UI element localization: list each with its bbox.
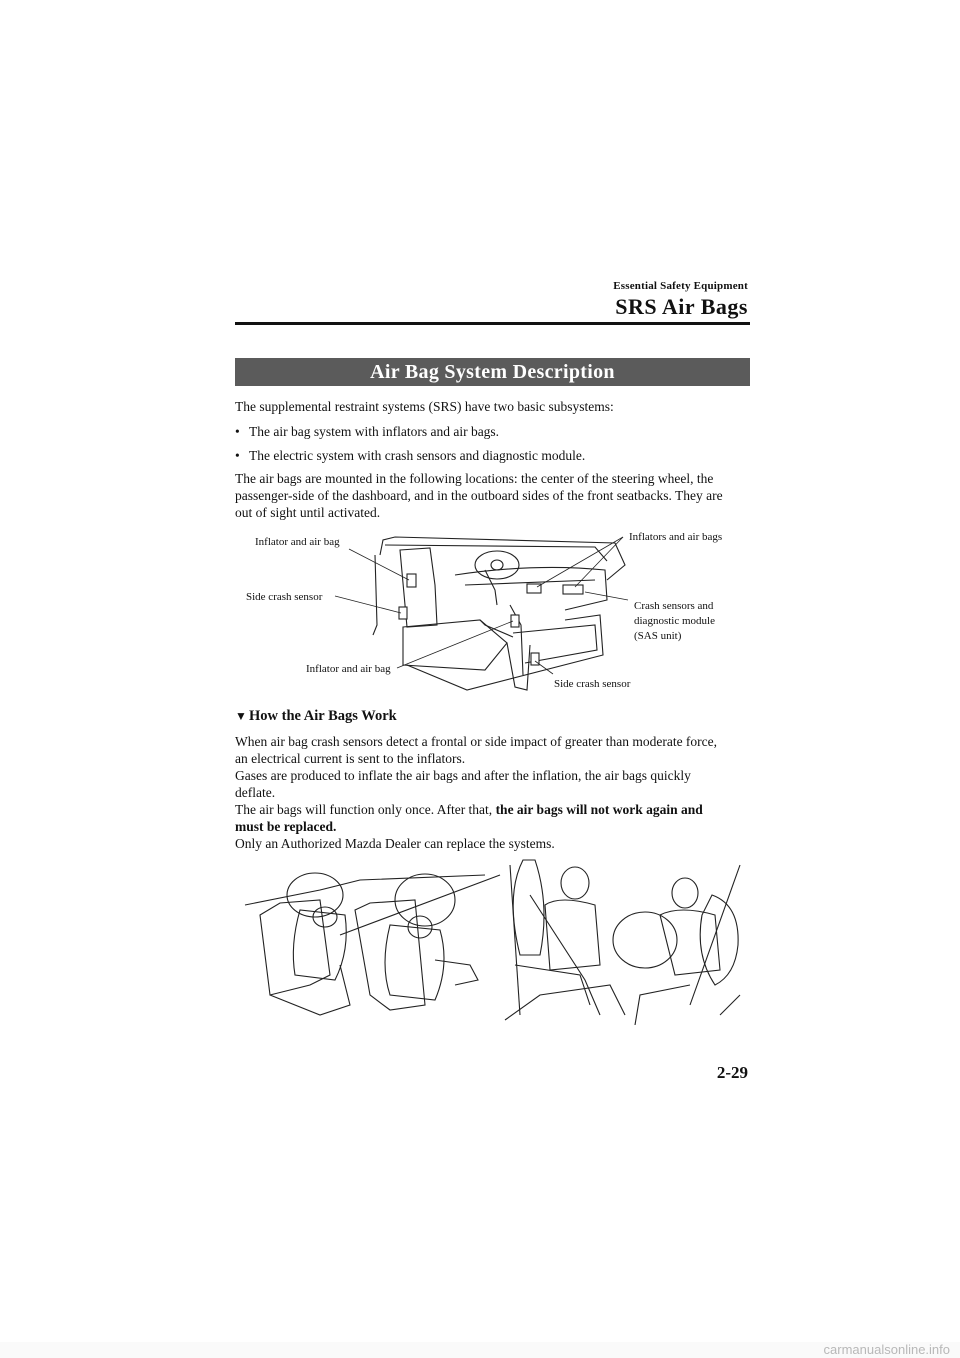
body-line	[235, 801, 755, 818]
diagram-label: Crash sensors and	[634, 600, 714, 612]
locations-line: out of sight until activated.	[235, 505, 381, 520]
bullet-item	[235, 423, 499, 440]
diagram-label: (SAS unit)	[634, 630, 682, 642]
section-label: Essential Safety Equipment	[613, 280, 748, 292]
diagram-label: Side crash sensor	[554, 678, 631, 690]
watermark	[0, 1342, 960, 1358]
body-line: an electrical current is sent to the inflators.	[235, 751, 466, 766]
locations-line: The air bags are mounted in the following locations: the center of the steering wheel, the	[235, 471, 714, 486]
body-text: The air bags will function only once. After that,	[235, 802, 496, 817]
page-number: 2-29	[716, 1063, 748, 1082]
subsection-heading	[235, 708, 397, 725]
down-triangle-icon: ▼	[235, 709, 247, 723]
bullet-text: The electric system with crash sensors and diagnostic module.	[249, 448, 586, 463]
header-rule	[235, 322, 750, 325]
airbag-deployment-illustration	[240, 855, 745, 1025]
subsection-heading-text: How the Air Bags Work	[249, 708, 397, 724]
diagram-label: Inflator and air bag	[255, 536, 340, 548]
diagram-label: Inflator and air bag	[306, 663, 391, 675]
body-line: When air bag crash sensors detect a frontal or side impact of greater than moderate force,	[235, 734, 718, 749]
section-banner: Air Bag System Description	[235, 358, 750, 386]
bullet-icon: •	[235, 448, 240, 463]
chapter-title: SRS Air Bags	[615, 294, 748, 319]
body-line: Gases are produced to inflate the air bags and after the inflation, the air bags quickly	[235, 768, 691, 783]
watermark-text: carmanualsonline.info	[823, 1342, 950, 1357]
bullet-text: The air bag system with inflators and air bags.	[249, 424, 500, 439]
bullet-icon: •	[235, 424, 240, 439]
locations-line: passenger-side of the dashboard, and in the outboard sides of the front seatbacks. They are	[235, 488, 723, 503]
body-line: deflate.	[235, 785, 276, 800]
warning-text: the air bags will not work again and	[495, 802, 703, 817]
body-line: Only an Authorized Mazda Dealer can replace the systems.	[235, 836, 555, 851]
diagram-label: Side crash sensor	[246, 591, 323, 603]
intro-text: The supplemental restraint systems (SRS) have two basic subsystems:	[235, 399, 614, 414]
warning-line: must be replaced.	[235, 819, 337, 834]
bullet-item	[235, 447, 585, 464]
diagram-label: diagnostic module	[634, 615, 715, 627]
diagram-label: Inflators and air bags	[629, 531, 723, 543]
